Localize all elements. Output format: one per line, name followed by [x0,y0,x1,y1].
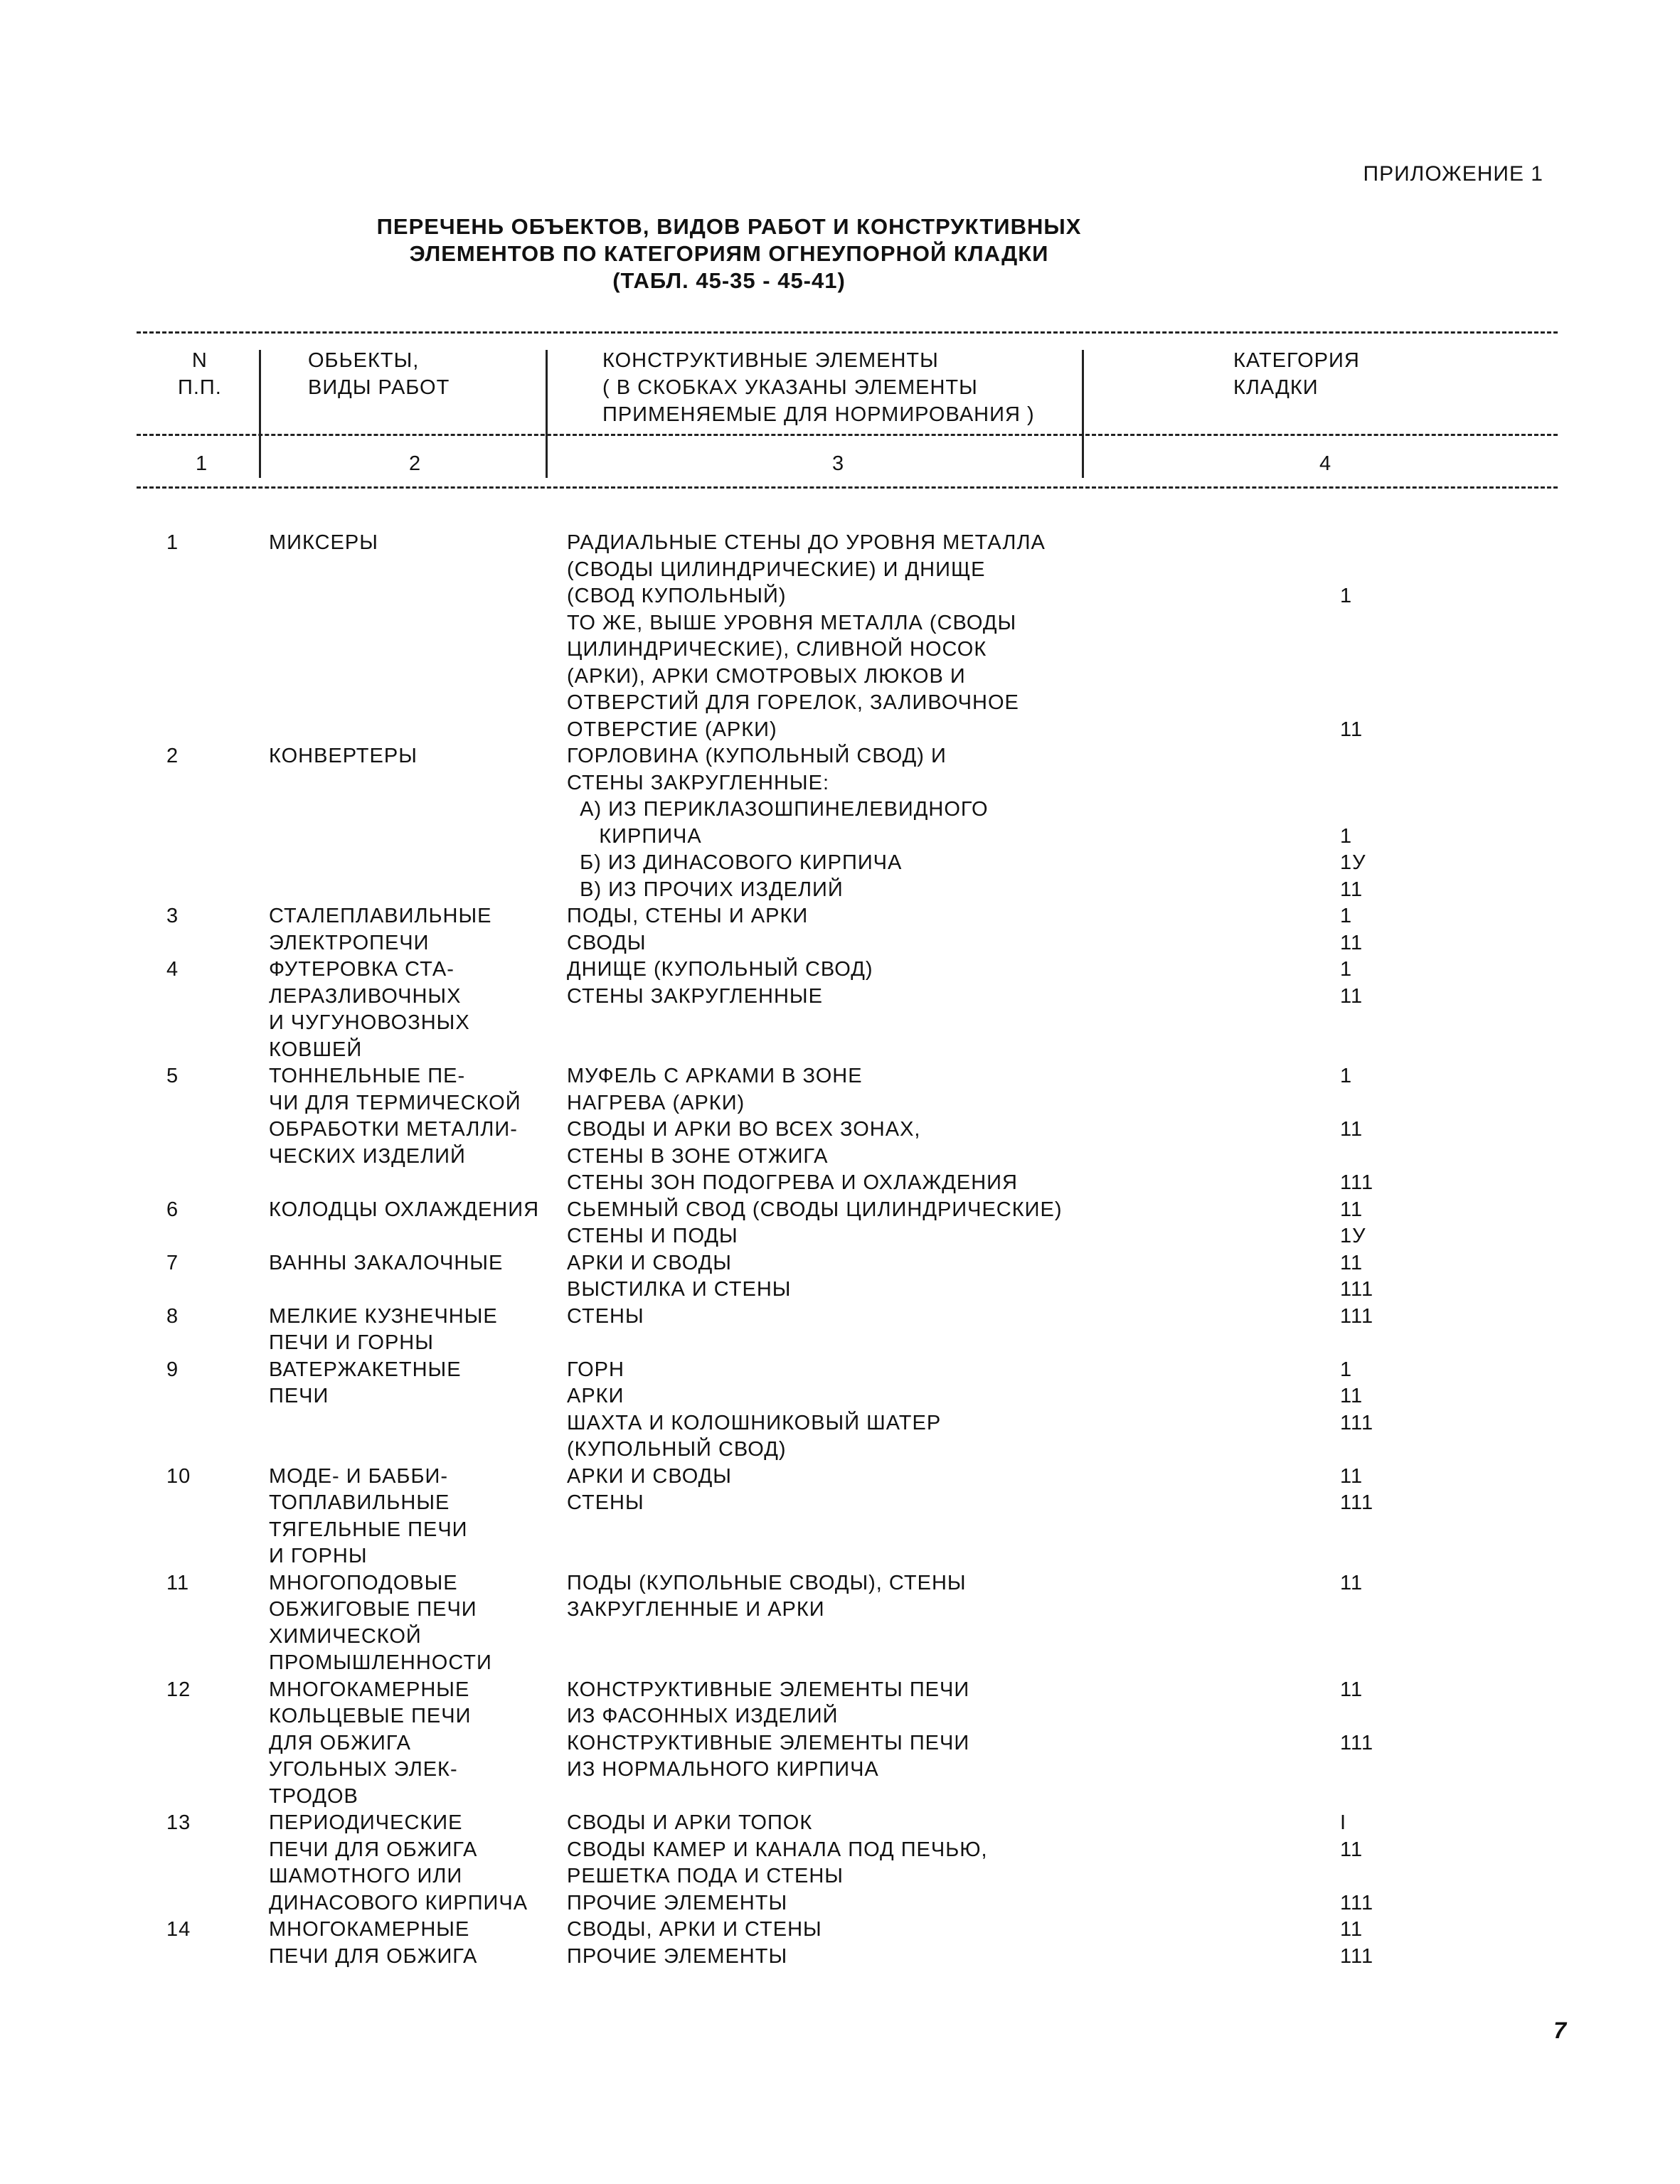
row-category: 11 1У [1340,1198,1366,1247]
row-number: 11 [166,1571,190,1594]
row-category: 1 11 [1340,585,1363,741]
row-number: 14 [166,1918,191,1941]
row-category: 11 111 [1340,1464,1374,1514]
row-number: 7 [166,1251,179,1274]
row-elements: ГОРЛОВИНА (КУПОЛЬНЫЙ СВОД) И СТЕНЫ ЗАКРУГЛЕННЫЕ: А) ИЗ ПЕРИКЛАЗОШПИНЕЛЕВИДНОГО КИРПИЧА Б) ИЗ ДИНАСОВОГО КИРПИЧА В) ИЗ ПРОЧИХ ИЗДЕЛИЙ [567,745,989,901]
row-elements: ПОДЫ, СТЕНЫ И АРКИ СВОДЫ [567,905,809,954]
row-category: 11 111 [1340,1251,1374,1301]
row-number: 13 [166,1811,191,1834]
header-col-elements: КОНСТРУКТИВНЫЕ ЭЛЕМЕНТЫ ( В СКОБКАХ УКАЗАНЫ ЭЛЕМЕНТЫ ПРИМЕНЯЕМЫЕ ДЛЯ НОРМИРОВАНИЯ ) [602,349,1035,426]
row-category: 11 [1340,1571,1363,1594]
table-row [0,1357,1680,1464]
header-mid-rule [137,434,1558,436]
column-number: 2 [409,452,422,475]
table-body [0,530,1680,1970]
table-row [0,743,1680,903]
row-number: 5 [166,1065,179,1087]
row-object: МЕЛКИЕ КУЗНЕЧНЫЕ ПЕЧИ И ГОРНЫ [269,1304,498,1354]
table-row [0,903,1680,957]
row-elements: ПОДЫ (КУПОЛЬНЫЕ СВОДЫ), СТЕНЫ ЗАКРУГЛЕННЫЕ И АРКИ [567,1571,967,1621]
row-category: 111 [1340,1304,1374,1328]
table-row [0,1464,1680,1570]
row-object: СТАЛЕПЛАВИЛЬНЫЕ ЭЛЕКТРОПЕЧИ [269,905,492,954]
row-object: МНОГОКАМЕРНЫЕ ПЕЧИ ДЛЯ ОБЖИГА [269,1918,478,1968]
table-row [0,957,1680,1063]
column-number: 1 [196,452,208,475]
row-category: 1 11 111 [1340,1065,1374,1194]
header-col-number: N П.П. [178,349,222,399]
appendix-label: ПРИЛОЖЕНИЕ 1 [1363,162,1543,186]
title-line: ЭЛЕМЕНТОВ ПО КАТЕГОРИЯМ ОГНЕУПОРНОЙ КЛАДКИ [409,241,1049,266]
table-row [0,1570,1680,1677]
column-separator [1082,350,1084,478]
row-category: 1 1У 11 [1340,824,1366,901]
header-top-rule [137,331,1558,334]
row-number: 6 [166,1198,179,1221]
row-number: 4 [166,958,179,981]
column-separator [546,350,548,478]
row-object: КОНВЕРТЕРЫ [269,745,418,767]
row-number: 2 [166,745,179,767]
table-row [0,1197,1680,1250]
row-object: ТОННЕЛЬНЫЕ ПЕ- ЧИ ДЛЯ ТЕРМИЧЕСКОЙ ОБРАБОТКИ МЕТАЛЛИ- ЧЕСКИХ ИЗДЕЛИЙ [269,1065,521,1168]
row-elements: КОНСТРУКТИВНЫЕ ЭЛЕМЕНТЫ ПЕЧИ ИЗ ФАСОННЫХ ИЗДЕЛИЙ КОНСТРУКТИВНЫЕ ЭЛЕМЕНТЫ ПЕЧИ ИЗ НОРМАЛЬНОГО КИРПИЧА [567,1678,970,1781]
row-elements: АРКИ И СВОДЫ ВЫСТИЛКА И СТЕНЫ [567,1251,792,1301]
row-elements: РАДИАЛЬНЫЕ СТЕНЫ ДО УРОВНЯ МЕТАЛЛА (СВОДЫ ЦИЛИНДРИЧЕСКИЕ) И ДНИЩЕ (СВОД КУПОЛЬНЫЙ) ТО ЖЕ, ВЫШЕ УРОВНЯ МЕТАЛЛА (СВОДЫ ЦИЛИНДРИЧЕСКИЕ), СЛИВНОЙ НОСОК (АРКИ), АРКИ СМОТРОВЫХ ЛЮКОВ И ОТВЕРСТИЙ ДЛЯ ГОРЕЛОК, ЗАЛИВОЧНОЕ ОТВЕРСТИЕ (АРКИ) [567,531,1046,741]
table-row [0,1810,1680,1917]
row-elements: СЬЕМНЫЙ СВОД (СВОДЫ ЦИЛИНДРИЧЕСКИЕ) СТЕНЫ И ПОДЫ [567,1198,1063,1247]
row-object: МИКСЕРЫ [269,531,378,554]
column-number: 3 [832,452,845,475]
table-row [0,1063,1680,1197]
row-elements: СВОДЫ И АРКИ ТОПОК СВОДЫ КАМЕР И КАНАЛА ПОД ПЕЧЬЮ, РЕШЕТКА ПОДА И СТЕНЫ ПРОЧИЕ ЭЛЕМЕНТЫ [567,1811,988,1914]
document-title [0,213,1458,294]
row-category: 11 111 [1340,1918,1374,1968]
row-object: ПЕРИОДИЧЕСКИЕ ПЕЧИ ДЛЯ ОБЖИГА ШАМОТНОГО ИЛИ ДИНАСОВОГО КИРПИЧА [269,1811,528,1914]
header-bottom-rule [137,486,1558,489]
title-line: ПЕРЕЧЕНЬ ОБЪЕКТОВ, ВИДОВ РАБОТ И КОНСТРУКТИВНЫХ [376,214,1082,239]
column-separator [259,350,261,478]
row-object: МНОГОПОДОВЫЕ ОБЖИГОВЫЕ ПЕЧИ ХИМИЧЕСКОЙ ПРОМЫШЛЕННОСТИ [269,1571,492,1674]
row-object: КОЛОДЦЫ ОХЛАЖДЕНИЯ [269,1198,540,1221]
row-category: I 11 111 [1340,1811,1374,1914]
row-object: ВАННЫ ЗАКАЛОЧНЫЕ [269,1251,504,1274]
row-elements: СВОДЫ, АРКИ И СТЕНЫ ПРОЧИЕ ЭЛЕМЕНТЫ [567,1918,822,1968]
table-row [0,1250,1680,1304]
row-category: 11 111 [1340,1678,1374,1754]
row-elements: АРКИ И СВОДЫ СТЕНЫ [567,1464,732,1514]
table-row [0,1304,1680,1357]
row-category: 1 11 [1340,905,1363,954]
row-category: 1 11 [1340,958,1363,1008]
title-line: (ТАБЛ. 45-35 - 45-41) [612,268,846,293]
row-elements: СТЕНЫ [567,1304,644,1328]
header-col-objects: ОБЬЕКТЫ, ВИДЫ РАБОТ [308,349,450,399]
row-number: 3 [166,905,179,927]
table-row [0,530,1680,743]
row-number: 8 [166,1304,179,1328]
table-row [0,1677,1680,1811]
column-number: 4 [1319,452,1332,475]
row-number: 12 [166,1678,191,1701]
row-object: МНОГОКАМЕРНЫЕ КОЛЬЦЕВЫЕ ПЕЧИ ДЛЯ ОБЖИГА УГОЛЬНЫХ ЭЛЕК- ТРОДОВ [269,1678,472,1808]
table-row [0,1917,1680,1970]
row-object: ФУТЕРОВКА СТА- ЛЕРАЗЛИВОЧНЫХ И ЧУГУНОВОЗНЫХ КОВШЕЙ [269,958,470,1061]
header-col-category: КАТЕГОРИЯ КЛАДКИ [1233,349,1360,399]
row-elements: ГОРН АРКИ ШАХТА И КОЛОШНИКОВЫЙ ШАТЕР (КУПОЛЬНЫЙ СВОД) [567,1358,942,1461]
row-elements: ДНИЩЕ (КУПОЛЬНЫЙ СВОД) СТЕНЫ ЗАКРУГЛЕННЫЕ [567,958,873,1008]
row-number: 10 [166,1464,191,1488]
row-object: ВАТЕРЖАКЕТНЫЕ ПЕЧИ [269,1358,462,1407]
row-number: 1 [166,531,179,554]
row-category: 1 11 111 [1340,1358,1374,1434]
row-elements: МУФЕЛЬ С АРКАМИ В ЗОНЕ НАГРЕВА (АРКИ) СВОДЫ И АРКИ ВО ВСЕХ ЗОНАХ, СТЕНЫ В ЗОНЕ ОТЖИГА СТЕНЫ ЗОН ПОДОГРЕВА И ОХЛАЖДЕНИЯ [567,1065,1018,1194]
row-object: МОДЕ- И БАББИ- ТОПЛАВИЛЬНЫЕ ТЯГЕЛЬНЫЕ ПЕЧИ И ГОРНЫ [269,1464,468,1567]
row-number: 9 [166,1358,179,1381]
page-number: 7 [1553,2018,1566,2043]
